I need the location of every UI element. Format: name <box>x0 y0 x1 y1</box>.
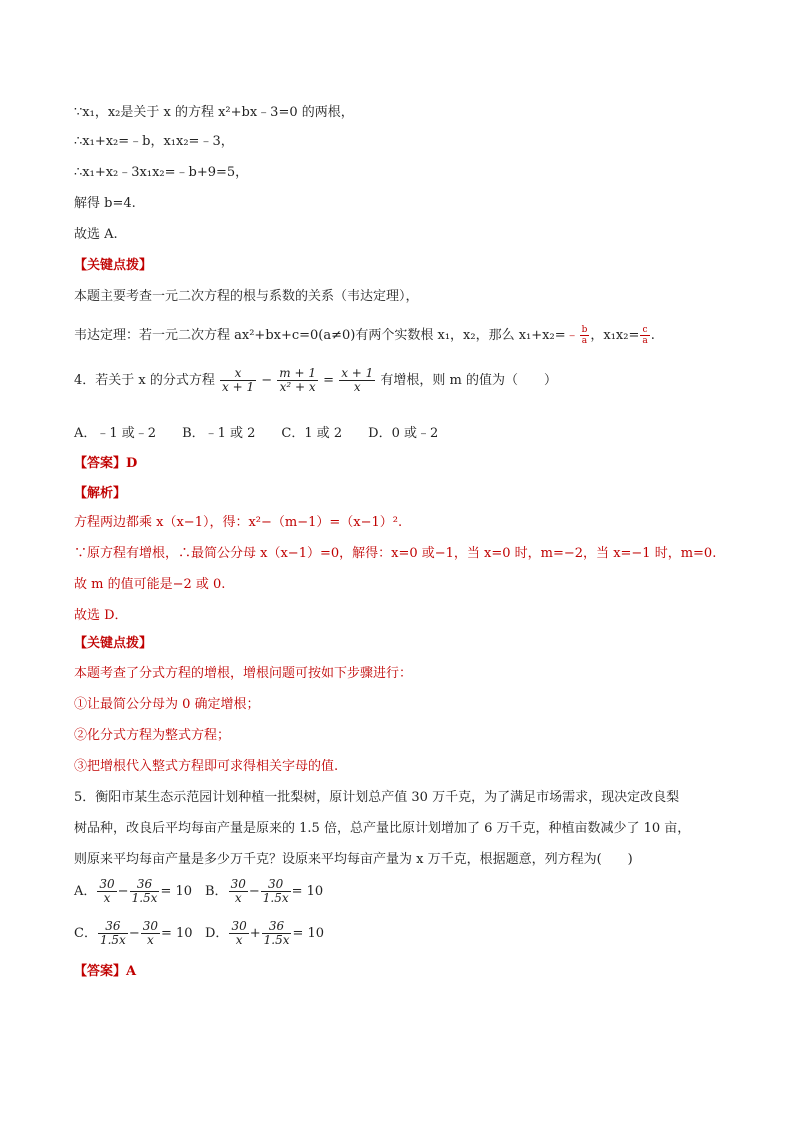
vieta-prefix: 韦达定理：若一元二次方程 ax²+bx+c=0(a≠0)有两个实数根 x₁，x₂，那么 x₁+x₂= <box>74 328 566 343</box>
q5-a-frac-1 <box>97 878 116 905</box>
q5-d-frac-2 <box>262 920 292 947</box>
vieta-theorem-line <box>74 316 655 356</box>
q4-fraction-1 <box>220 367 256 394</box>
q4-options: A．﹣1 或﹣2 B．﹣1 或 2 C．1 或 2 D．0 或﹣2 <box>74 426 439 441</box>
q5-b-frac-2 <box>261 878 291 905</box>
q5-d-d1: x <box>229 933 248 947</box>
q4-f1-den: x + 1 <box>222 380 255 394</box>
q5-line-1: 5．衡阳市某生态示范园计划种植一批梨树，原计划总产值 30 万千克，为了满足市场需求，现决定改良梨 <box>74 790 680 805</box>
q5-a-d2: 1.5x <box>131 891 158 905</box>
q5-d-n1: 30 <box>231 919 247 933</box>
q5-line-2: 树品种，改良后平均每亩产量是原来的 1.5 倍，总产量比原计划增加了 6 万千克，种植亩数减少了 10 亩， <box>74 821 691 836</box>
q5-c-d1: 1.5x <box>99 933 126 947</box>
q5-d-n2: 36 <box>268 919 285 933</box>
solution-line-sum-product: ∴x₁+x₂=﹣b，x₁x₂=﹣3， <box>74 134 234 149</box>
q4-key-line-4: ③把增根代入整式方程即可求得相关字母的值. <box>74 759 339 774</box>
q5-option-a <box>74 876 192 908</box>
q4-analysis-line-4: 故选 D． <box>74 608 128 623</box>
q5-option-d <box>205 918 324 950</box>
q5-option-a-label: A． <box>74 884 97 899</box>
vieta-a: a <box>580 335 590 346</box>
solution-line-roots: ∵x₁，x₂是关于 x 的方程 x²+bx﹣3=0 的两根， <box>74 105 354 120</box>
q5-b-rhs: = 10 <box>291 884 324 899</box>
vieta-end: . <box>650 328 655 343</box>
q4-key-line-2: ①让最简公分母为 0 确定增根； <box>74 697 260 712</box>
q5-a-n2: 36 <box>136 877 153 891</box>
q5-option-b-label: B． <box>205 884 228 899</box>
q5-d-d2: 1.5x <box>263 933 290 947</box>
q5-b-n2: 30 <box>268 877 284 891</box>
vieta-c-over-a <box>640 325 649 346</box>
q5-option-c-label: C． <box>74 926 97 941</box>
q5-option-d-label: D． <box>205 926 229 941</box>
vieta-neg: ﹣ <box>565 328 579 343</box>
vieta-b-over-a <box>580 325 590 346</box>
vieta-b: b <box>581 325 588 335</box>
q5-a-d1: x <box>97 891 116 905</box>
q5-line-3: 则原来平均每亩产量是多少万千克？设原来平均每亩产量为 x 万千克，根据题意，列方程为( ) <box>74 852 633 867</box>
solution-line-choice: 故选 A. <box>74 227 118 242</box>
vieta-c: c <box>642 325 648 335</box>
q5-c-frac-1 <box>98 920 128 947</box>
q4-f2-den: x² + x <box>277 380 318 394</box>
q5-c-n1: 36 <box>105 919 121 933</box>
q4-answer: 【答案】D <box>74 456 138 471</box>
q5-answer: 【答案】A <box>74 964 137 979</box>
q4-analysis-line-1: 方程两边都乘 x（x−1），得：x²−（m−1）=（x−1）². <box>74 515 403 530</box>
key-points-line: 本题主要考查一元二次方程的根与系数的关系（韦达定理）， <box>74 289 419 304</box>
q5-d-op: + <box>249 926 261 941</box>
q4-equals: = <box>323 373 335 388</box>
q5-option-c <box>74 918 193 950</box>
q4-prefix: 4．若关于 x 的分式方程 <box>74 373 215 388</box>
q5-b-op: − <box>248 884 260 899</box>
q5-d-rhs: = 10 <box>292 926 325 941</box>
q5-c-n2: 30 <box>142 919 158 933</box>
q4-f1-num: x <box>234 366 242 380</box>
vieta-mid: ，x₁x₂= <box>590 328 640 343</box>
vieta-a2: a <box>642 336 648 346</box>
q5-a-op: − <box>117 884 129 899</box>
q4-f2-num: m + 1 <box>279 366 316 380</box>
q4-analysis-line-3: 故 m 的值可能是−2 或 0. <box>74 577 226 592</box>
solution-line-substitute: ∴x₁+x₂﹣3x₁x₂=﹣b+9=5， <box>74 165 249 180</box>
q5-c-op: − <box>128 926 140 941</box>
q4-key-line-1: 本题考查了分式方程的增根，增根问题可按如下步骤进行： <box>74 666 413 681</box>
q5-b-d1: x <box>229 891 248 905</box>
q5-option-b <box>205 876 323 908</box>
q4-fraction-2 <box>277 367 318 394</box>
q5-a-frac-2 <box>130 878 160 905</box>
solution-line-result: 解得 b=4. <box>74 196 136 211</box>
q4-f3-den: x <box>339 380 375 394</box>
q4-f3-num: x + 1 <box>341 366 374 380</box>
q4-minus: − <box>261 373 273 388</box>
q4-key-heading: 【关键点拨】 <box>74 636 153 651</box>
key-points-heading: 【关键点拨】 <box>74 258 153 273</box>
question-4 <box>74 364 557 398</box>
q5-c-frac-2 <box>141 920 160 947</box>
q5-c-d2: x <box>141 933 160 947</box>
q5-d-frac-1 <box>229 920 248 947</box>
q4-suffix: 有增根，则 m 的值为（ ） <box>380 373 558 388</box>
q5-c-rhs: = 10 <box>161 926 193 941</box>
q4-key-line-3: ②化分式方程为整式方程； <box>74 728 231 743</box>
q4-analysis-line-2: ∵原方程有增根，∴最简公分母 x（x−1）=0，解得：x=0 或−1，当 x=0 时，m=−2，当 x=−1 时，m=0. <box>74 546 717 561</box>
q5-b-frac-1 <box>229 878 248 905</box>
q4-analysis-heading: 【解析】 <box>74 486 127 501</box>
q5-b-d2: 1.5x <box>262 891 289 905</box>
q5-a-n1: 30 <box>99 877 115 891</box>
q4-fraction-3 <box>339 367 375 394</box>
q5-b-n1: 30 <box>230 877 246 891</box>
q5-a-rhs: = 10 <box>160 884 193 899</box>
